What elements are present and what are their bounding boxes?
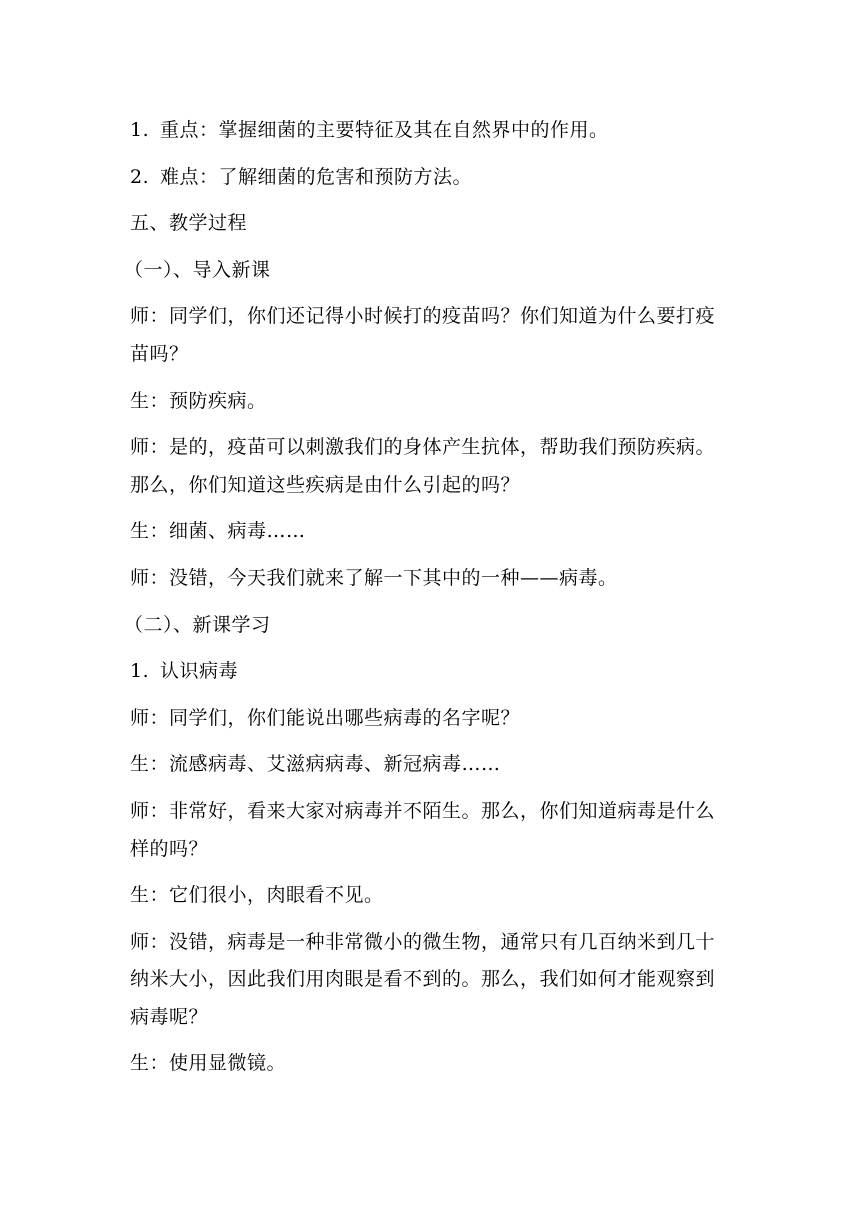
item-text: 认识病毒 [160,660,239,683]
dialogue-line: 生：它们很小，肉眼看不见。 [130,884,384,907]
dialogue-line: 生：使用显微镜。 [130,1052,287,1075]
dialogue-line: 生：流感病毒、艾滋病病毒、新冠病毒…… [130,753,501,776]
dialogue-line: 生：细菌、病毒…… [130,520,306,543]
key-point-number: 1. [130,119,150,141]
difficult-point [130,159,734,197]
dialogue-line: 师：同学们，你们还记得小时候打的疫苗吗？你们知道为什么要打疫苗吗？ [130,305,716,365]
dialogue-line: 生：预防疾病。 [130,389,267,412]
key-point-text: 重点：掌握细菌的主要特征及其在自然界中的作用。 [160,119,609,141]
dialogue-line: 师：没错，病毒是一种非常微小的微生物，通常只有几百纳米到几十纳米大小，因此我们用肉眼是看不到的。那么，我们如何才能观察到病毒呢？ [130,930,716,1028]
document-body [124,112,734,1092]
subsection-heading-new-lesson: （二）、新课学习 [124,613,271,636]
dialogue-line: 师：是的，疫苗可以刺激我们的身体产生抗体，帮助我们预防疾病。那么，你们知道这些疾病是由什么引起的吗？ [130,436,716,496]
dialogue-line: 师：同学们，你们能说出哪些病毒的名字呢？ [130,706,521,729]
dialogue-line: 师：非常好，看来大家对病毒并不陌生。那么，你们知道病毒是什么样的吗？ [130,799,716,860]
subsection-heading-intro: （一）、导入新课 [124,258,271,281]
item-know-virus [130,653,734,691]
difficult-point-number: 2. [130,165,150,188]
dialogue-line: 师：没错，今天我们就来了解一下其中的一种——病毒。 [130,566,618,589]
difficult-point-text: 难点：了解细菌的危害和预防方法。 [160,165,473,188]
section-heading-teaching-process: 五、教学过程 [130,212,248,235]
item-number: 1. [130,660,150,683]
key-point [130,112,734,150]
